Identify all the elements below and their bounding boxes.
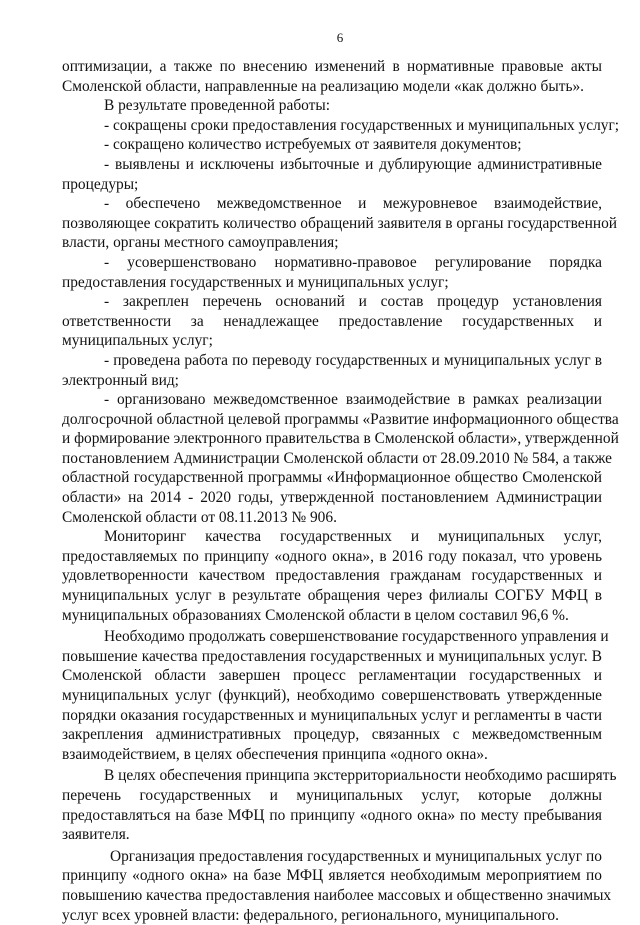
text-line: В целях обеспечения принципа экстерриториальности необходимо расширять [104,767,617,785]
text-line: Необходимо продолжать совершенствование государственного управления и [104,628,609,646]
text-line: ответственности за ненадлежащее предоставление государственных и [62,312,602,330]
text-line: - закреплен перечень оснований и состав процедур установления [104,293,602,311]
document-page [62,30,620,925]
text-line: оптимизации, а также по внесению изменений в нормативные правовые акты [62,58,602,75]
text-line: услуг всех уровней власти: федерального, регионального, муниципального. [62,906,559,924]
text-line: муниципальных услуг в результате обращения через филиалы СОГБУ МФЦ в [62,587,602,605]
text-line: власти, органы местного самоуправления; [62,234,339,252]
text-line: Организация предоставления государственных и муниципальных услуг по [110,847,602,865]
text-line: перечень государственных и муниципальных услуг, которые должны [62,786,602,804]
text-line: принципу «одного окна» на базе МФЦ является необходимым мероприятием по [62,867,602,885]
page-number: 6 [336,30,344,45]
text-line: и формирование электронного правительства в Смоленской области», утвержденной [62,430,619,448]
text-line: - обеспечено межведомственное и межуровневое взаимодействие, [104,195,602,213]
text-line: предоставления государственных и муниципальных услуг; [62,273,449,291]
text-line: процедуры; [62,175,139,193]
text-line: муниципальных услуг; [62,332,213,350]
text-line: областной государственной программы «Информационное общество Смоленской [62,469,602,487]
text-line: В результате проведенной работы: [104,97,331,115]
text-line: постановлением Администрации Смоленской области от 28.09.2010 № 584, а также [62,449,613,467]
text-line: позволяющее сократить количество обращений заявителя в органы государственной [62,214,618,232]
text-line: муниципальных образованиях Смоленской области в целом составил 96,6 %. [62,606,569,624]
text-line: - организовано межведомственное взаимодействие в рамках реализации [104,391,602,409]
text-line: электронный вид; [62,371,179,389]
text-line: предоставляемых по принципу «одного окна», в 2016 году показал, что уровень [62,547,602,565]
text-line: Смоленской области от 08.11.2013 № 906. [62,508,337,526]
text-line: порядки оказания государственных и муниципальных услуг и регламенты в части [62,706,602,724]
text-line: Смоленской области завершен процесс регламентации государственных и [62,667,602,685]
text-line: закрепления административных процедур, связанных с межведомственным [62,726,602,744]
text-line: - сокращены сроки предоставления государственных и муниципальных услуг; [104,116,620,134]
text-line: Смоленской области, направленные на реализацию модели «как должно быть». [62,77,585,95]
text-line: - выявлены и исключены избыточные и дублирующие административные [104,155,602,173]
text-line: долгосрочной областной целевой программы «Развитие информационного общества [62,410,619,428]
text-line: - усовершенствовано нормативно-правовое регулирование порядка [104,253,602,271]
text-line: удовлетворенности качеством предоставления гражданам государственных и [62,567,602,585]
text-line: - проведена работа по переводу государственных и муниципальных услуг в [104,351,602,369]
text-line: области» на 2014 - 2020 годы, утвержденной постановлением Администрации [62,489,602,507]
text-line: - сокращено количество истребуемых от заявителя документов; [104,136,522,154]
text-line: повышение качества предоставления государственных и муниципальных услуг. В [62,647,602,665]
text-line: заявителя. [62,826,130,844]
text-line: повышению качества предоставления наиболее массовых и общественно значимых [62,886,612,904]
text-line: Мониторинг качества государственных и муниципальных услуг, [104,528,602,546]
text-line: взаимодействием, в целях обеспечения принципа «одного окна». [62,745,488,763]
text-line: муниципальных услуг (функций), необходимо совершенствовать утвержденные [62,687,602,704]
text-line: предоставляться на базе МФЦ по принципу «одного окна» по месту пребывания [62,806,602,824]
